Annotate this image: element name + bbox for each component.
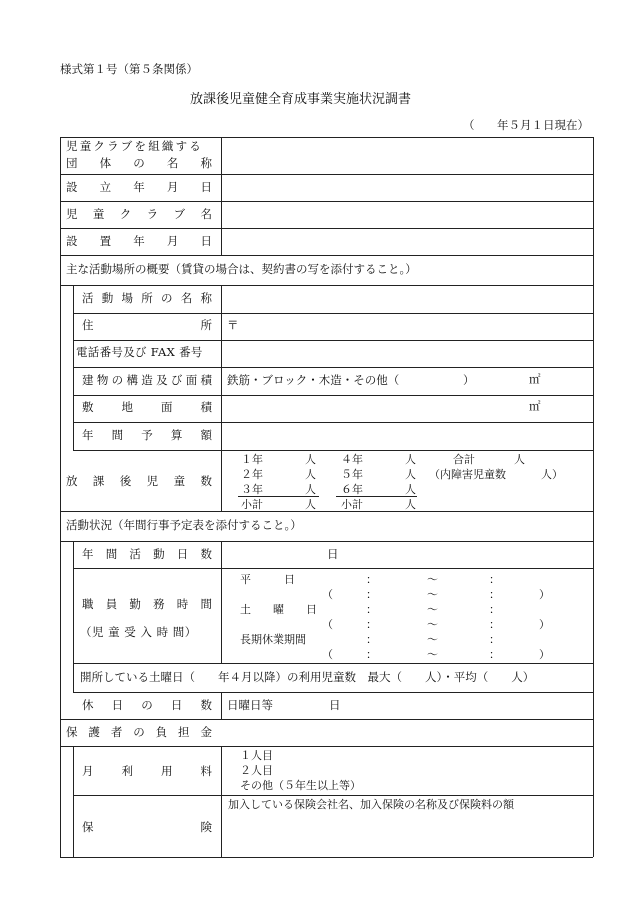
building-structure-label: 建 物 の 構 造 及 び 面 積 (82, 373, 212, 387)
phone-fax-label: 電話番号及び FAX 番号 (76, 345, 203, 359)
child-acceptance-hours-label: （児 童 受 入 時 間） (80, 625, 197, 639)
annual-activity-days-label: 年 間 活 動 日 数 (82, 547, 212, 561)
annual-budget-label: 年 間 予 算 額 (82, 428, 212, 442)
holidays-value: 日曜日等 (227, 698, 273, 712)
saturday-usage-row: 開所している土曜日（ 年４月以降）の利用児童数 最大（ 人）・平均（ 人） (80, 670, 535, 684)
building-structure-options: 鉄筋・ブロック・木造・その他（ (227, 373, 400, 387)
insurance-label: 保 険 (82, 820, 212, 834)
as-of-open: （ (463, 118, 475, 132)
building-structure-close: ） (463, 373, 475, 387)
established-date-label: 設 立 年 月 日 (66, 180, 212, 194)
site-name-label: 活 動 場 所 の 名 称 (82, 291, 212, 305)
staff-working-hours-label: 職 員 勤 務 時 間 (82, 597, 212, 611)
site-area-label: 敷 地 面 積 (82, 400, 212, 414)
site-area-unit: ㎡ (529, 399, 541, 413)
as-of-date: 年５月１日現在） (497, 118, 589, 132)
org-name-label-line2: 団 体 の 名 称 (66, 156, 212, 170)
main-site-section-heading: 主な活動場所の概要（賃貸の場合は、契約書の写を添付すること。） (66, 262, 417, 276)
guardian-burden-label: 保 護 者 の 負 担 金 (66, 725, 212, 739)
activity-section-heading: 活動状況（年間行事予定表を添付すること。） (66, 518, 302, 532)
annual-activity-days-unit: 日 (327, 547, 339, 561)
holidays-unit: 日 (329, 698, 341, 712)
building-area-unit: ㎡ (529, 372, 541, 386)
fee-option-second-child: ２人目 (240, 764, 273, 777)
fee-option-other: その他（５年生以上等） (240, 779, 361, 792)
holidays-label: 休 日 の 日 数 (82, 698, 212, 712)
address-label: 住 所 (82, 318, 212, 332)
installed-date-label: 設 置 年 月 日 (66, 234, 212, 248)
document-title: 放課後児童健全育成事業実施状況調書 (190, 92, 412, 107)
org-name-label-line1: 児童クラブを組織する (66, 139, 203, 153)
children-count-label: 放 課 後 児 童 数 (66, 474, 212, 488)
monthly-fee-label: 月 利 用 料 (82, 764, 212, 778)
club-name-label: 児 童 ク ラ ブ 名 (66, 207, 212, 221)
form-number-label: 様式第１号（第５条関係） (60, 62, 198, 76)
fee-option-first-child: １人目 (240, 749, 273, 762)
postal-mark: 〒 (227, 318, 239, 332)
insurance-note: 加入している保険会社名、加入保険の名称及び保険料の額 (228, 798, 514, 811)
